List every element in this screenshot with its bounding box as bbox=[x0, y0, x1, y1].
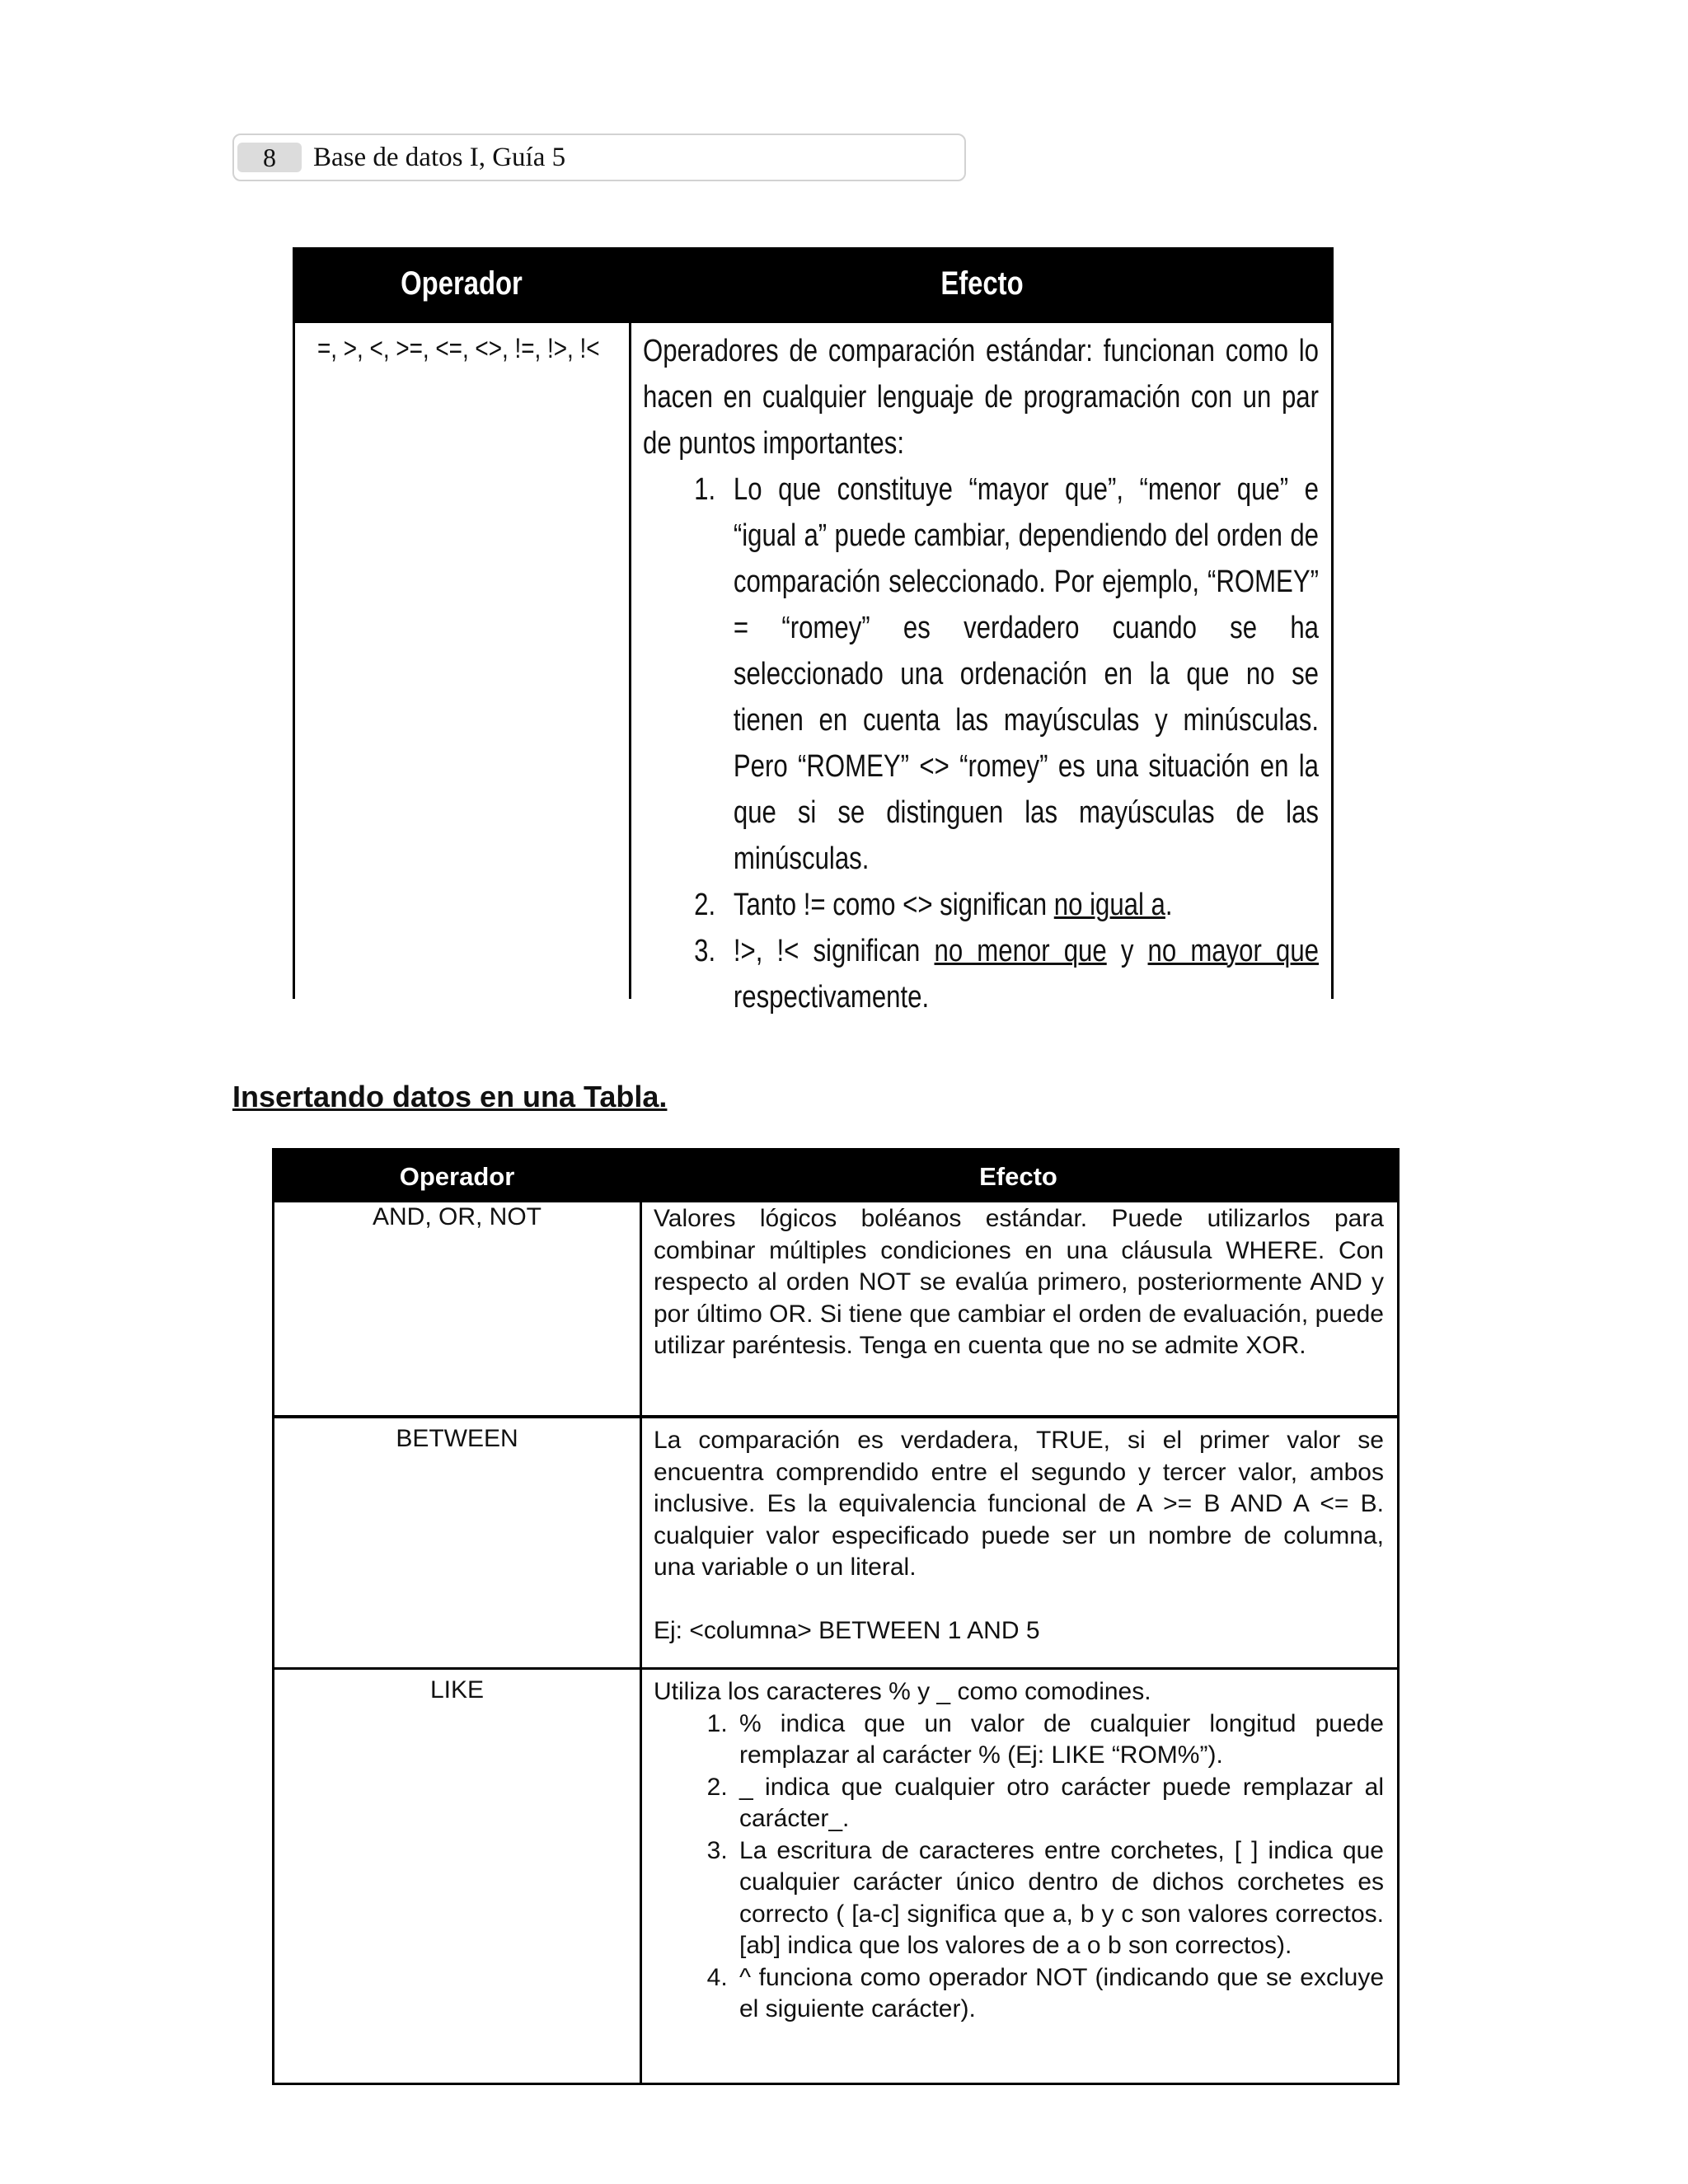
effect-cell bbox=[654, 1676, 1384, 2026]
column-header-operator: Operador bbox=[401, 265, 523, 302]
effect-cell bbox=[654, 1203, 1384, 1362]
comparison-operators-table bbox=[293, 247, 1334, 1015]
table-header bbox=[293, 247, 1334, 323]
logical-operators-table bbox=[272, 1148, 1400, 2085]
effect-text: La comparación es verdadera, TRUE, si el primer valor se encuentra comprendido entre el segundo y tercer valor, ambos inclusive. Es la equivalencia funcional de A >= B AND A <= B. cualquier valor especificado puede ser un nombre de columna, una variable o un literal. bbox=[654, 1427, 1384, 1581]
effect-cell bbox=[654, 1425, 1384, 1647]
effect-text: Valores lógicos boléanos estándar. Puede utilizarlos para combinar múltiples condiciones en una cláusula WHERE. Con respecto al orden NOT se evalúa primero, posteriormente AND y por último OR. Si tiene que cambiar el orden de evaluación, puede utilizar paréntesis. Tenga en cuenta que no se admite XOR. bbox=[654, 1205, 1384, 1359]
operator-cell-like: LIKE bbox=[429, 1676, 485, 1704]
underlined-text: no menor que bbox=[934, 934, 1107, 968]
section-title: Insertando datos en una Tabla. bbox=[232, 1080, 668, 1113]
effect-intro: Utiliza los caracteres % y _ como comodines. bbox=[654, 1678, 1151, 1705]
page-header-title: Base de datos I, Guía 5 bbox=[313, 142, 566, 172]
effect-list-item bbox=[723, 928, 1319, 1020]
text-run: y bbox=[1106, 934, 1148, 968]
effect-intro: Operadores de comparación estándar: funcionan como lo hacen en cualquier lenguaje de programación con un par de puntos importantes: bbox=[643, 334, 1319, 461]
operator-cell-and-or-not: AND, OR, NOT bbox=[372, 1203, 542, 1230]
underlined-text: no mayor que bbox=[1147, 934, 1319, 968]
effect-list-item: 1. Lo que constituye “mayor que”, “menor que” e “igual a” puede cambiar, dependiendo del orden de comparación seleccionado. Por ejemplo, “ROMEY” = “romey” es verdadero cuando se ha seleccionado una ordenación en la que no se tienen en cuenta las mayúsculas y minúsculas. Pero “ROMEY” <> “romey” es una situación en la que si se distinguen las mayúsculas de las minúsculas. bbox=[723, 466, 1319, 882]
column-header-effect: Efecto bbox=[979, 1162, 1057, 1191]
column-divider bbox=[640, 1202, 642, 2083]
text-run: Tanto != como <> significan bbox=[733, 888, 1054, 922]
column-header-operator: Operador bbox=[399, 1162, 515, 1191]
underlined-text: no igual a bbox=[1053, 888, 1165, 922]
effect-list-item: 4. ^ funciona como operador NOT (indicando que se excluye el siguiente carácter). bbox=[734, 1962, 1384, 2026]
column-divider bbox=[629, 323, 631, 999]
row-divider bbox=[274, 1667, 1397, 1670]
row-divider bbox=[274, 1415, 1397, 1418]
table-border-left bbox=[293, 323, 295, 999]
effect-example: Ej: <columna> BETWEEN 1 AND 5 bbox=[654, 1616, 1040, 1644]
text-run: respectivamente. bbox=[733, 980, 930, 1015]
table-border-right bbox=[1331, 323, 1334, 999]
effect-list bbox=[654, 1708, 1384, 2026]
effect-list bbox=[643, 466, 1319, 1020]
operator-cell-between: BETWEEN bbox=[396, 1425, 518, 1452]
table-header bbox=[274, 1151, 1397, 1202]
effect-list-item: 2. _ indica que cualquier otro carácter puede remplazar al carácter_. bbox=[734, 1772, 1384, 1835]
effect-cell bbox=[643, 328, 1319, 1020]
page-number: 8 bbox=[237, 143, 302, 172]
text-run: . bbox=[1165, 888, 1173, 922]
effect-list-item: 1. % indica que un valor de cualquier longitud puede remplazar al carácter % (Ej: LIKE “ROM%”). bbox=[734, 1708, 1384, 1772]
operator-cell: =, >, <, >=, <=, <>, !=, !>, !< bbox=[317, 333, 600, 364]
column-header-effect: Efecto bbox=[940, 265, 1024, 302]
effect-list-item: 3. La escritura de caracteres entre corchetes, [ ] indica que cualquier carácter único dentro de dichos corchetes es correcto ( [a-c] significa que a, b y c son valores correctos. [ab] indica que los valores de a o b son correctos). bbox=[734, 1835, 1384, 1962]
text-run: !>, !< significan bbox=[733, 934, 935, 968]
page-header bbox=[232, 134, 966, 181]
effect-list-item bbox=[723, 882, 1319, 928]
